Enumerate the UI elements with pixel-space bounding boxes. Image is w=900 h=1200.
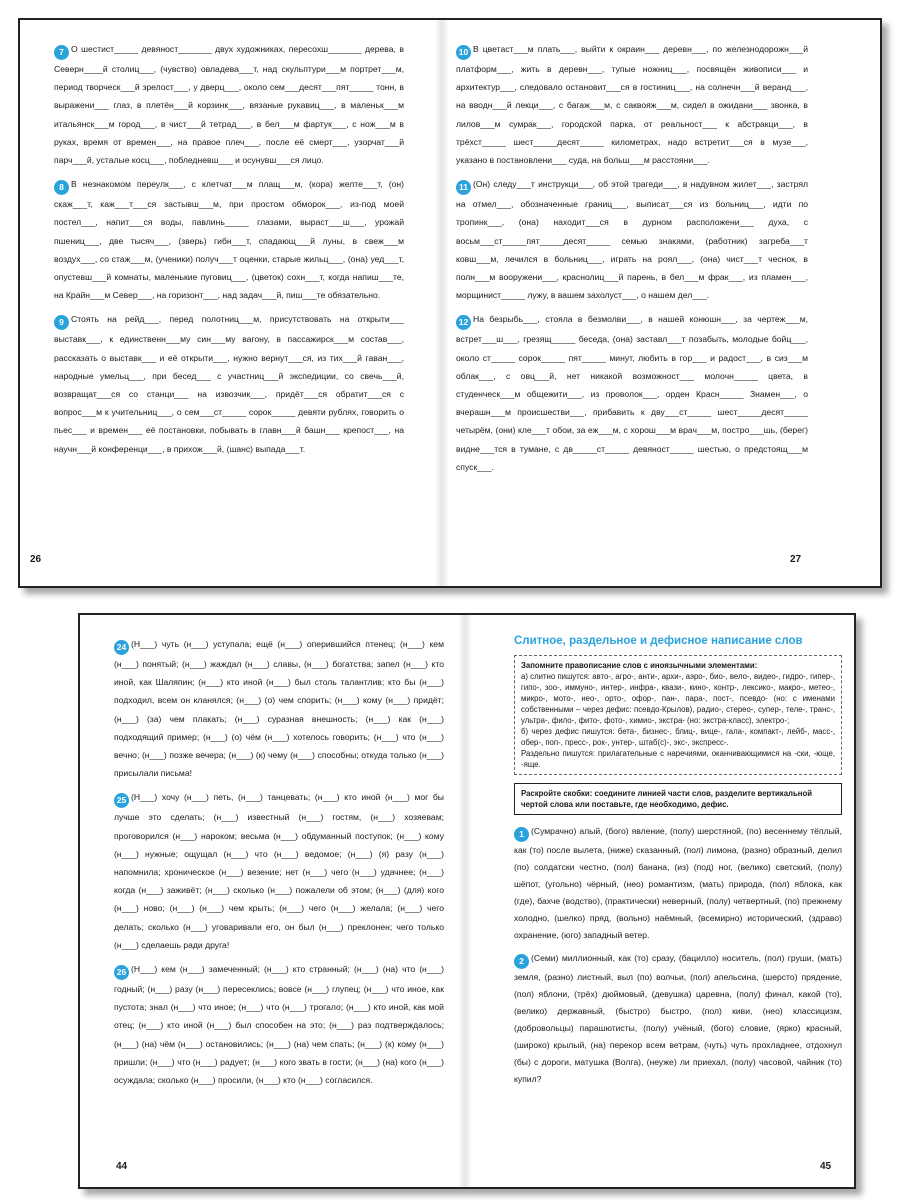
exercise-7 <box>54 40 404 169</box>
rule-box <box>514 655 842 775</box>
exercise-text: О шестист_____ девяност_______ двух художниках, пересохш_______ дерева, в Северн____й столиц___, (чувство) овладева___т, над скульптури___м портрет___м, период творческ___й зрелост___, у дверц___, около сем___десят___пят_____ тонн, в выражени___ глаз, в плетён___й корзинк___, вязаные рукавиц___, в маленьк___м итальянск___м город___, в чист___й тетрад___, в бел___м фартук___, с нож___м в руках, время от времен___, на правое плеч___, после её смерт___, узорчат___й парч___й, усталые косц___, побледневш___ и осунувш___ся лицо. <box>54 44 404 166</box>
page-number: 27 <box>790 554 802 565</box>
book-spread-pages-44-45 <box>78 613 856 1189</box>
page-number: 45 <box>820 1161 832 1172</box>
exercise-text: В незнакомом переулк___, с клетчат___м плащ___м, (кора) желте___т, (он) скаж___т, каж___т___ся застывш___м, при простом обморок___, из-под моей постел___, напит___ся воды, павлинь_____ глазами, выраст___ш___, урожай пшениц___, две тысяч___, (зверь) гибн___т, спадающ___й луны, в свеж___м воздух___, со стаж___м, (ученики) получ___т оценки, старые жильц___, (она) уед___т, опустевш___й комнаты, маленькие пуговиц___, (цветок) сохн___т, когда напиш___те, на Крайн___м Север___, на горизонт___, над задач___й, пиш___те обязательно. <box>54 179 404 301</box>
page-44-column <box>114 635 444 1095</box>
exercise-number-badge: 11 <box>456 180 471 195</box>
page-gutter <box>458 615 472 1187</box>
exercise-text: На безрыбь___, стояла в безмолви___, в нашей конюшн___, за чертеж___м, встрет___ш___, грезящ_____ беседа, (она) заставл___т позабыть, молодые бойц___, около ст_____ сорок_____ пят_____ минут, любить в гор___ и радост___, в сиз___м облак___, с овц___й, нет никакой возможност___ молочн_____ цвета, в студенческ___м общежити___, из проволок___, орден Красн_____ Знамен___, о вчерашн___м происшестви___, прибавить к дву___ст_____ шест_____десят_____ четырём, (они) кле___т обои, за еж___м, с хорош___м врач___м, постро___шь, (берег) видне___тся в тумане, с дв_____ст_____ девяност_____ шестью, о предстоящ___м спуск___. <box>456 314 808 472</box>
book-spread-pages-26-27 <box>18 18 882 588</box>
exercise-number-badge: 12 <box>456 315 471 330</box>
exercise-number-badge: 1 <box>514 827 529 842</box>
exercise-number-badge: 26 <box>114 965 129 980</box>
exercise-text: (Он) следу___т инструкци___, об этой трагеди___, в надувном жилет___, застрял на отмел___, обозначенные границ___, выписат___ся из больниц___, идти по тропинк___, (она) находит___ся в дурном расположени___ духа, с восьм___ст_____пят_____десят_____ семью знаками, (работник) загреба___т ковш___м, лечился в больниц___, играть на роял___, (она) чист___т чеснок, в полн___м вооружени___, краснолиц___й парень, в бел___м фрак___, из пламен___, морщинист_____ лужу, в вашем захолуст___, о нашем дел___. <box>456 179 808 301</box>
exercise-text: В цветаст___м плать___, выйти к окраин___ деревн___, по железнодорожн___й платформ___, жить в деревн___, тупые ножниц___, посвящён живописи___ и архитектур___, следовало остановит___ся в гостиниц___, на солнечн___й веранд___, на вводн___й лекци___, с багаж___м, с саквояж___м, сидел в ожидани___ звонка, в лилов___м сумрак___, городской парка, от реальност___ к абстракци___, в трёхст_____ шест_____десят_____ километрах, надо встретит___ся в музе___, указано в постановлени___ суда, на больш___м расстояни___. <box>456 44 808 166</box>
exercise-2 <box>514 950 842 1088</box>
page-27-column <box>456 40 808 482</box>
page-gutter <box>435 20 449 586</box>
exercise-26 <box>114 960 444 1089</box>
exercise-24 <box>114 635 444 782</box>
exercise-number-badge: 9 <box>54 315 69 330</box>
page-number: 26 <box>30 554 42 565</box>
exercise-9 <box>54 310 404 457</box>
exercise-12 <box>456 310 808 476</box>
exercise-number-badge: 24 <box>114 640 129 655</box>
rule-line: Раздельно пишутся: прилагательные с наречиями, оканчивающимися на -ски, -юще, -яще. <box>521 749 835 769</box>
exercise-8 <box>54 175 404 304</box>
exercise-text: (Н___) чуть (н___) уступала; ещё (н___) оперившийся птенец; (н___) кем (н___) понятый; (н___) жаждал (н___) славы, (н___) богатства; запел (н___) кто иной, как Шаляпин; (н___) кто иной (н___) был столь талантлив; кто бы (н___) подходил, всем он кланялся; (н___) (о) чем спорить; (н___) кому (н___) придёт; (н___) (за) чем плакать; (н___) суразная внешность; (н___) как (н___) подходящий пример; (н___) (о) чём (н___) хотелось говорить; (н___) что (н___) вечно; (н___) позже вечера; (н___) (к) чему (н___) способны; откуда только (н___) присылали письма! <box>114 639 444 779</box>
rule-heading: Запомните правописание слов с иноязычными элементами: <box>521 661 758 670</box>
exercise-text: (Н___) кем (н___) замеченный; (н___) кто странный; (н___) (на) что (н___) годный; (н___) разу (н___) пересеклись; вовсе (н___) глупец; (н___) что иное, как пустота; знал (н___) что иное; (н___) что (н___) трогало; (н___) кто иной, как мой отец; (н___) кто иной (н___) был способен на это; (н___) раз подтверждалось; (н___) (на) чём (н___) остановились; (н___) (на) чем спать; (н___) (к) кому (н___) пришли; (н___) что (н___) радует; (н___) кого звать в гости; (н___) (на) кого (н___) осуждала; сколько (н___) просили, (н___) кто (н___) согласился. <box>114 964 444 1086</box>
exercise-text: Стоять на рейд___, перед полотниц___м, присутствовать на открыти___ выставк___, к единственн___му син___му вагону, в пассажирск___м состав___, рассказать о выставк___ и её открыти___, нужно вернут___ся, из тих___й гаван___, народные умельц___, при бесед___ с участниц___й экспедиции, со свечь___й, возвращат___ся со станци___ на извозчик___, придёт___ся обратит___ся с вопрос___м к учительниц___, о сем___ст_____ сорок_____ девяти рублях, говорить о пьес___ и времен___ её постановки, побывать в главн___й башн___ крепост___, на научн___й конференци___, в прихож___й, (шанс) выпада___т. <box>54 314 404 454</box>
exercise-11 <box>456 175 808 304</box>
exercise-number-badge: 7 <box>54 45 69 60</box>
exercise-10 <box>456 40 808 169</box>
exercise-text: (Сумрачно) алый, (бого) явление, (полу) шерстяной, (по) весеннему тёплый, как (то) после вылета, (ниже) сказанный, (пол) лимона, (разно) образный, делил (по) солдатски честно, (пол) банана, (из) (под) ног, (велико) светский, (полу) шёпот, (угольно) чёрный, (нео) романтизм, (мать) природа, (пол) яблока, как (где), бахче (водство), (практически) неверный, (полу) четвертный, (по) прежнему холодно, (шелко) пряд, (вольно) наёмный, (всемирно) исторический, (здраво) охранение, (юго) западный ветер. <box>514 826 842 940</box>
exercise-number-badge: 8 <box>54 180 69 195</box>
rule-line: а) слитно пишутся: авто-, агро-, анти-, архи-, аэро-, био-, вело-, видео-, гидро-, гипер-, гипо-, зоо-, иммуно-, интер-, инфра-, квази-, кино-, контр-, лексико-, макро-, метео-, микро-, мото-, нео-, орто-, офор-, пан-, пара-, пост-, псевдо- (но: с именами собственными – через дефис: псевдо-Крылов), радио-, стерео-, супер-, теле-, транс-, ультра-, фило-, фито-, фото-, химио-, экстра- (но: экстра-класс), электро-; <box>521 672 835 725</box>
page-45-column <box>514 635 842 1094</box>
page-number: 44 <box>116 1161 128 1172</box>
exercise-number-badge: 10 <box>456 45 471 60</box>
exercise-1 <box>514 823 842 944</box>
exercise-text: (Семи) миллионный, как (то) сразу, (бацилло) носитель, (пол) груши, (мать) земля, (разно) листный, выл (по) волчьи, (пол) апельсина, (шерсто) прядение, (пол) яблони, (трёх) дюймовый, (девушка) царевна, (полу) финал, какой (то), (велико) державный, (быстро) быстро, (пол) киви, (нео) классицизм, (добровольцы) парашютисты, (полу) учёный, (бого) словие, (ярко) красный, (широко) крылый, (на) перекор всем ветрам, (чуть) чуть прохладнее, отдохнул (бы) с дороги, матушка (Волга), (неуже) ли приехал, (полу) часовой, чайник (то) купил? <box>514 953 842 1084</box>
exercise-number-badge: 25 <box>114 793 129 808</box>
exercise-25 <box>114 788 444 954</box>
task-instructions-box: Раскройте скобки: соедините линией части слов, разделите вертикальной чертой слова или поставьте, где необходимо, дефис. <box>514 783 842 815</box>
rule-line: б) через дефис пишутся: бета-, бизнес-, блиц-, вице-, гала-, компакт-, лейб-, масс-, обер-, поп-, пресс-, рок-, унтер-, штаб(с)-, экс-, экспресс-. <box>521 727 835 747</box>
section-title: Слитное, раздельное и дефисное написание слов <box>514 635 803 647</box>
page-26-column <box>54 40 404 464</box>
exercise-text: (Н___) хочу (н___) петь, (н___) танцевать; (н___) кто иной (н___) мог бы лучше это сделать; (н___) известный (н___) гостям, (н___) хозяевам; проговорился (н___) нароком; весьма (н___) обдуманный поступок; (н___) кому (н___) нужные; ощущал (н___) что (н___) ведомое; (н___) (я) разу (н___) напомнила; хроническое (н___) везение; нет (н___) чего (н___) удачнее; (н___) когда (н___) заживёт; (н___) сколько (н___) пожалели об этом; (н___) (для) кого (н___) ново; (н___) (н___) чем крыть; (н___) чего (н___) желала; (н___) чего делать; сколько (н___) уговаривали его, он был (н___) преклонен; чего только (н___) сделаешь ради друга! <box>114 792 444 950</box>
exercise-number-badge: 2 <box>514 954 529 969</box>
